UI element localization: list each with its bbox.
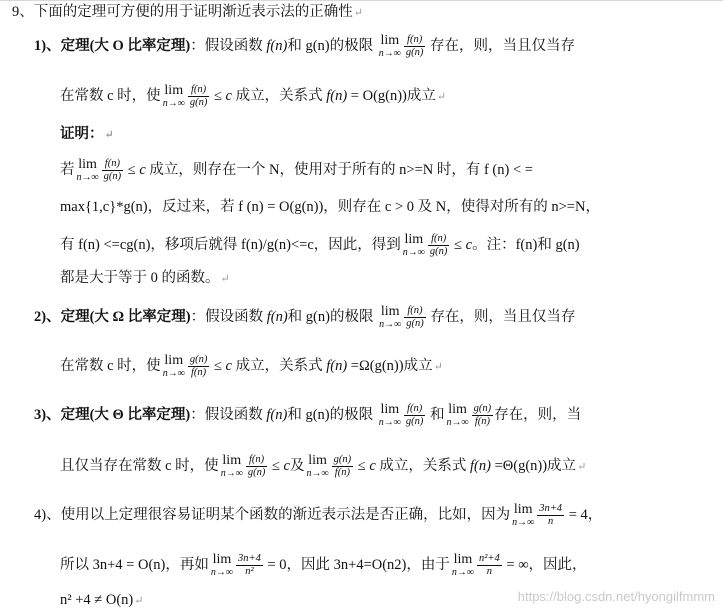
fraction bbox=[332, 454, 354, 479]
heading-text: 9、下面的定理可方便的用于证明渐近表示法的正确性 bbox=[12, 4, 353, 20]
value-infinity: ∞ bbox=[518, 556, 529, 573]
lim-sub: n→∞ bbox=[446, 417, 469, 429]
limit-expression bbox=[211, 553, 233, 578]
numerator: 3n+4 bbox=[539, 503, 563, 514]
limit-expression bbox=[379, 305, 401, 330]
lim-word: lim bbox=[222, 453, 242, 469]
math-fn: f(n) bbox=[266, 308, 288, 325]
limit-expression bbox=[403, 233, 425, 258]
le-sign: ≤ bbox=[357, 457, 366, 474]
math-fn: f(n) bbox=[326, 357, 348, 374]
lim-sub: n→∞ bbox=[162, 98, 185, 110]
text: 和 g(n)的极限 bbox=[287, 406, 374, 423]
lim-word: lim bbox=[164, 353, 184, 369]
math-c: c bbox=[465, 236, 473, 253]
limit-expression bbox=[452, 553, 474, 578]
lim-word: lim bbox=[308, 453, 327, 469]
lim-word: lim bbox=[453, 552, 473, 568]
theorem-3-line-1 bbox=[34, 403, 581, 428]
limit-expression bbox=[77, 158, 99, 183]
math-fn: f(n) bbox=[266, 406, 288, 423]
lim-sub: n→∞ bbox=[210, 567, 233, 579]
text: ，因此 3n+4=O(n2)，由于 bbox=[286, 556, 450, 573]
numerator: n²+4 bbox=[479, 553, 500, 564]
limit-expression bbox=[379, 403, 401, 428]
proof-line-2 bbox=[60, 197, 600, 217]
text: 且仅当存在常数 c 时，使 bbox=[60, 457, 219, 474]
paragraph-mark: ↵ bbox=[433, 360, 443, 373]
denominator: n bbox=[537, 515, 564, 528]
text: 存在，则，当且仅当存 bbox=[430, 37, 576, 54]
lim-sub: n→∞ bbox=[378, 48, 401, 60]
le-sign: ≤ bbox=[213, 87, 222, 104]
text: 存在，则，当 bbox=[494, 406, 582, 423]
numerator: f(n) bbox=[407, 305, 423, 316]
fraction bbox=[404, 305, 426, 330]
text: 存在，则，当且仅当存 bbox=[430, 308, 576, 325]
numerator: f(n) bbox=[407, 34, 423, 45]
limit-expression bbox=[306, 454, 328, 479]
le-sign: ≤ bbox=[127, 161, 136, 178]
lim-word: lim bbox=[380, 33, 400, 49]
numerator: f(n) bbox=[407, 403, 423, 414]
lim-sub: n→∞ bbox=[76, 172, 99, 184]
text: =Θ(g(n))成立 bbox=[494, 457, 577, 474]
fraction bbox=[188, 84, 210, 109]
theorem-1-label: 1)、定理(大 O 比率定理) bbox=[34, 37, 191, 54]
numerator: f(n) bbox=[190, 84, 207, 95]
lim-sub: n→∞ bbox=[402, 247, 425, 259]
lim-word: lim bbox=[164, 83, 184, 99]
text: = O(g(n))成立 bbox=[350, 87, 436, 104]
math-c: c bbox=[225, 87, 232, 104]
text: 4)、使用以上定理很容易证明某个函数的渐近表示法是否正确，比如，因为 bbox=[34, 506, 511, 523]
paragraph-mark: ↵ bbox=[220, 273, 230, 285]
eq-sign: = bbox=[267, 556, 276, 573]
lim-sub: n→∞ bbox=[306, 468, 329, 480]
math-c: c bbox=[283, 457, 290, 474]
fraction bbox=[404, 403, 426, 428]
lim-word: lim bbox=[380, 402, 400, 418]
text: 若 bbox=[60, 161, 75, 178]
paragraph-mark: ↵ bbox=[353, 7, 363, 19]
example-line-1: 4)、使用以上定理很容易证明某个函数的渐近表示法是否正确，比如，因为 lim n→∞ $\frac{3n+4}{n}$ = 4， bbox=[34, 502, 603, 529]
denominator: g(n) bbox=[189, 97, 208, 109]
theorem-2-label: 2)、定理(大 Ω 比率定理) bbox=[34, 308, 191, 325]
lim-sub: n→∞ bbox=[512, 517, 535, 529]
denominator: g(n) bbox=[405, 416, 424, 428]
paragraph-mark: ↵ bbox=[134, 595, 144, 607]
le-sign: ≤ bbox=[454, 236, 463, 253]
limit-expression bbox=[163, 354, 185, 379]
text: ：假设函数 bbox=[190, 308, 264, 325]
denominator: g(n) bbox=[405, 47, 424, 59]
numerator: g(n) bbox=[473, 403, 492, 414]
denominator: g(n) bbox=[406, 318, 424, 330]
limit-expression bbox=[163, 84, 185, 109]
text: 成立，关系式 bbox=[379, 457, 467, 474]
paragraph-mark: ↵ bbox=[577, 460, 587, 473]
math-c: c bbox=[369, 457, 376, 474]
text: ，因此， bbox=[528, 556, 587, 573]
lim-word: lim bbox=[448, 402, 467, 418]
text: ：假设函数 bbox=[190, 37, 263, 54]
text: 成立，则存在一个 N，使用对于所有的 n>=N 时，有 f (n) < = bbox=[149, 161, 533, 178]
text: 和 g(n)的极限 bbox=[287, 308, 374, 325]
denominator: f(n) bbox=[188, 366, 210, 379]
lim-sub: n→∞ bbox=[162, 368, 185, 380]
numerator: g(n) bbox=[189, 354, 208, 365]
numerator: f(n) bbox=[104, 158, 120, 169]
numerator: f(n) bbox=[431, 233, 447, 244]
value-zero: 0 bbox=[279, 556, 287, 573]
text: 。注：f(n)和 g(n) bbox=[472, 236, 580, 253]
math-fn: f(n) bbox=[326, 87, 348, 104]
text: ：假设函数 bbox=[190, 406, 263, 423]
proof-label-text: 证明： bbox=[60, 126, 104, 142]
theorem-2-line-1 bbox=[34, 305, 575, 330]
fraction bbox=[537, 503, 564, 528]
text: n² +4 ≠ O(n) bbox=[60, 592, 134, 608]
text: 都是大于等于 0 的函数。 bbox=[60, 270, 220, 286]
lim-sub: n→∞ bbox=[379, 319, 402, 331]
fraction bbox=[404, 34, 426, 59]
lim-sub: n→∞ bbox=[451, 567, 475, 579]
le-sign: ≤ bbox=[213, 357, 222, 374]
section-heading bbox=[12, 2, 363, 23]
fraction bbox=[102, 158, 124, 183]
denominator: g(n) bbox=[103, 171, 122, 183]
lim-sub: n→∞ bbox=[378, 417, 401, 429]
text: 及 bbox=[289, 457, 305, 474]
math-fn: f(n) bbox=[470, 457, 491, 474]
theorem-1-line-1 bbox=[34, 34, 575, 59]
proof-line-3 bbox=[60, 233, 580, 258]
math-c: c bbox=[225, 357, 232, 374]
numerator: 3n+4 bbox=[238, 553, 261, 564]
le-sign: ≤ bbox=[271, 457, 280, 474]
fraction bbox=[428, 233, 450, 258]
fraction bbox=[477, 553, 502, 578]
text: 有 f(n) <=cg(n)，移项后就得 f(n)/g(n)<=c，因此，得到 bbox=[60, 236, 401, 253]
text: 所以 3n+4 = O(n)，再如 bbox=[60, 556, 209, 573]
lim-sub: n→∞ bbox=[220, 468, 243, 480]
proof-line-4 bbox=[60, 268, 230, 289]
limit-expression bbox=[447, 403, 469, 428]
watermark: https://blog.csdn.net/hyongilfmmm bbox=[517, 589, 715, 604]
text: 成立，关系式 bbox=[235, 87, 323, 104]
theorem-2-line-2 bbox=[60, 354, 443, 379]
lim-word: lim bbox=[513, 502, 533, 518]
limit-expression bbox=[221, 454, 243, 479]
lim-word: lim bbox=[78, 157, 97, 173]
eq-sign: = bbox=[568, 506, 577, 523]
text: max{1,c}*g(n)，反过来，若 f (n) = O(g(n))，则存在 c > 0 及 N，使得对所有的 n>=N， bbox=[60, 199, 600, 215]
denominator: f(n) bbox=[332, 466, 354, 479]
lim-word: lim bbox=[212, 552, 232, 568]
denominator: g(n) bbox=[247, 467, 266, 479]
lim-word: lim bbox=[404, 232, 424, 248]
math-c: c bbox=[139, 161, 146, 178]
theorem-3-label: 3)、定理(大 Θ 比率定理) bbox=[34, 406, 191, 423]
theorem-1-line-2 bbox=[60, 84, 446, 109]
limit-expression bbox=[512, 503, 534, 528]
text: 在常数 c 时，使 bbox=[60, 357, 161, 374]
denominator: n bbox=[477, 565, 502, 578]
numerator: f(n) bbox=[248, 454, 265, 465]
fraction bbox=[246, 454, 268, 479]
text: =Ω(g(n))成立 bbox=[350, 357, 433, 374]
value-four: 4 bbox=[580, 506, 588, 523]
theorem-3-line-2 bbox=[60, 454, 586, 479]
lim-word: lim bbox=[380, 304, 400, 320]
text: 和 g(n)的极限 bbox=[287, 37, 374, 54]
fraction bbox=[188, 354, 210, 379]
paragraph-mark: ↵ bbox=[104, 129, 114, 141]
proof-label bbox=[60, 124, 114, 145]
limit-expression bbox=[379, 34, 401, 59]
top-divider bbox=[0, 0, 723, 1]
numerator: g(n) bbox=[333, 454, 352, 465]
denominator: g(n) bbox=[429, 246, 448, 258]
proof-line-1 bbox=[60, 158, 533, 183]
text: 和 bbox=[430, 406, 445, 423]
example-line-2 bbox=[60, 553, 587, 578]
fraction bbox=[236, 553, 263, 578]
denominator: n² bbox=[236, 565, 263, 578]
fraction bbox=[472, 403, 494, 428]
text: 在常数 c 时，使 bbox=[60, 87, 161, 104]
eq-sign: = bbox=[506, 556, 515, 573]
denominator: f(n) bbox=[472, 415, 494, 428]
math-fn: f(n) bbox=[266, 37, 288, 54]
example-line-3 bbox=[60, 590, 143, 611]
paragraph-mark: ↵ bbox=[436, 90, 447, 103]
text: 成立，关系式 bbox=[235, 357, 323, 374]
